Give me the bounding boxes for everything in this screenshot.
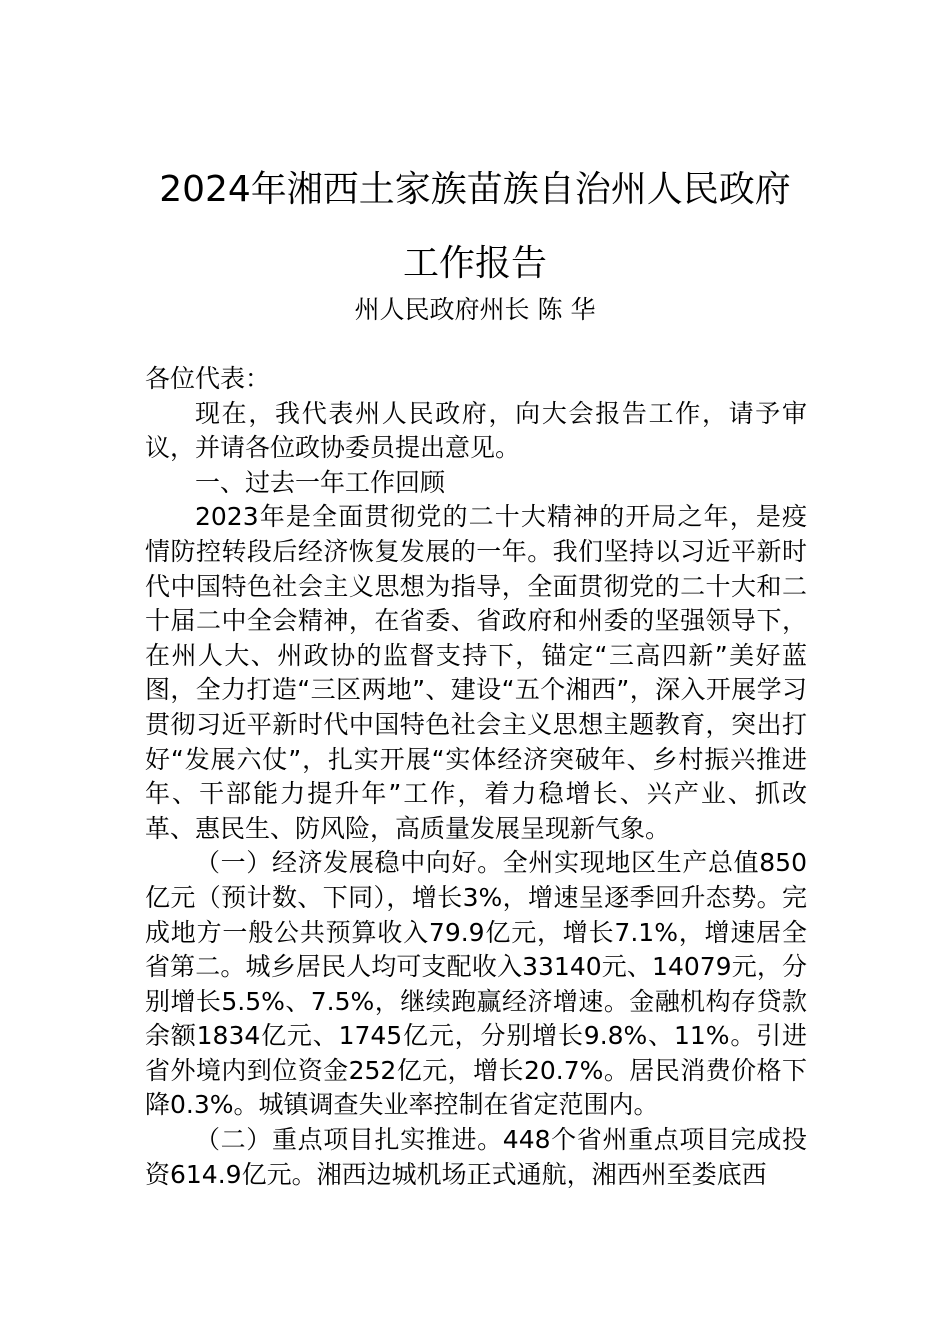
document-body (145, 362, 807, 1192)
paragraph-review: 2023年是全面贯彻党的二十大精神的开局之年，是疫情防控转段后经济恢复发展的一年。我们坚持以习近平新时代中国特色社会主义思想为指导，全面贯彻党的二十大和二十届二中全会精神，在省委、省政府和州委的坚强领导下，在州人大、州政协的监督支持下，锚定“三高四新”美好蓝图，全力打造“三区两地”、建设“五个湘西”，深入开展学习贯彻习近平新时代中国特色社会主义思想主题教育，突出打好“发展六仗”，扎实开展“实体经济突破年、乡村振兴推进年、干部能力提升年”工作，着力稳增长、兴产业、抓改革、惠民生、防风险，高质量发展呈现新气象。 (145, 502, 807, 843)
paragraph-intro: 现在，我代表州人民政府，向大会报告工作，请予审议，并请各位政协委员提出意见。 (145, 398, 807, 463)
document-title: 2024年湘西土家族苗族自治州人民政府工作报告 (159, 169, 791, 284)
salutation: 各位代表： (145, 364, 271, 393)
section-heading: 一、过去一年工作回顾 (195, 467, 446, 497)
document-byline: 州人民政府州长 陈 华 (354, 295, 596, 324)
paragraph-economy: （一）经济发展稳中向好。全州实现地区生产总值850亿元（预计数、下同），增长3%，增速呈逐季回升态势。完成地方一般公共预算收入79.9亿元，增长7.1%，增速居全省第二。城乡居民人均可支配收入33140元、14079元，分别增长5.5%、7.5%，继续跑赢经济增速。金融机构存贷款余额1834亿元、1745亿元，分别增长9.8%、11%。引进省外境内到位资金252亿元，增长20.7%。居民消费价格下降0.3%。城镇调查失业率控制在省定范围内。 (145, 848, 807, 1120)
paragraph-projects: （二）重点项目扎实推进。448个省州重点项目完成投资614.9亿元。湘西边城机场正式通航，湘西州至娄底西 (145, 1125, 807, 1189)
